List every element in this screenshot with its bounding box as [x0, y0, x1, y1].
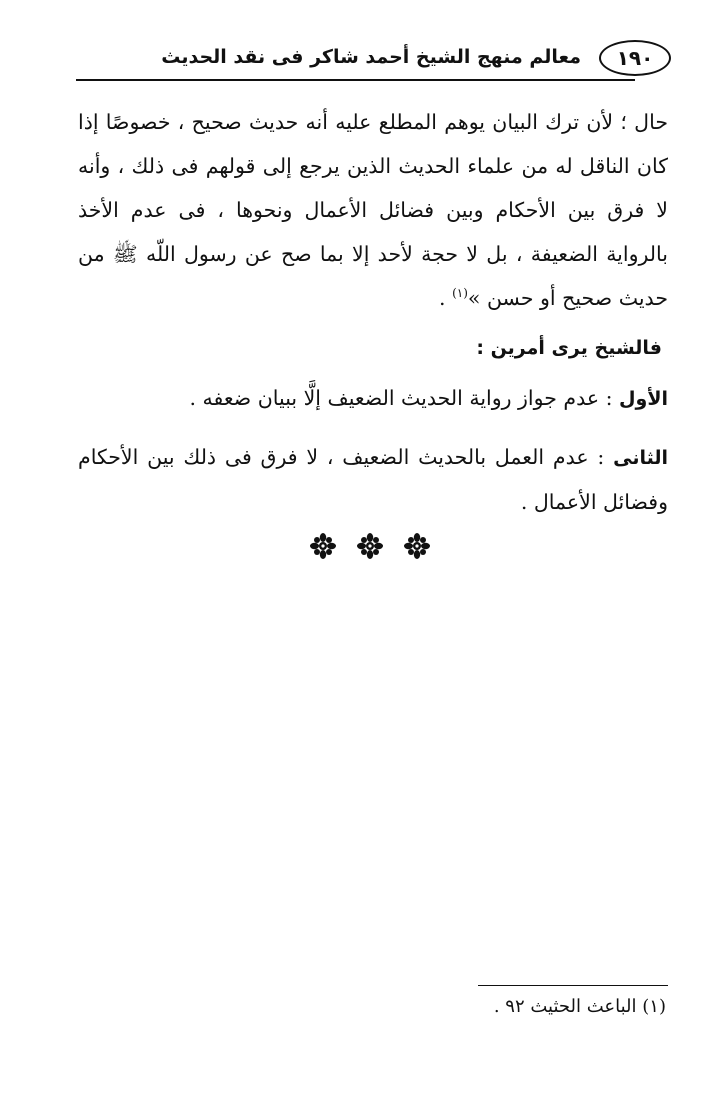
- item-first-lead: الأول: [619, 388, 668, 410]
- running-title: معالم منهج الشيخ أحمد شاكر فى نقد الحديث: [161, 46, 581, 68]
- item-first-text: : عدم جواز رواية الحديث الضعيف إلَّا ببيان ضعفه .: [189, 386, 620, 410]
- main-text: [78, 100, 668, 524]
- section-divider-ornaments: [310, 533, 430, 563]
- paragraph-1: [78, 100, 668, 320]
- section-heading: فالشيخ يرى أمرين :: [476, 337, 662, 359]
- item-second: [78, 435, 668, 524]
- paragraph-1-end: .: [439, 286, 453, 310]
- paragraph-1-text: حال ؛ لأن ترك البيان يوهم المطلع عليه أنه حديث صحيح ، خصوصًا إذا كان الناقل له من علماء الحديث الذين يرجع إلى قولهم فى ذلك ، وأنه لا فرق بين الأحكام وبين فضائل الأعمال ونحوها ، فى عدم الأخذ بالرواية الضعيفة ، بل لا حجة لأحد إلا بما صح عن رسول اللّه ﷺ من حديث صحيح أو حسن »: [78, 110, 668, 310]
- item-second-lead: الثانى: [613, 447, 668, 469]
- flower-ornament-icon: [404, 533, 430, 559]
- flower-ornament-icon: [310, 533, 336, 559]
- page-number: ١٩٠: [599, 40, 671, 76]
- footnote: (١) الباعث الحثيث ٩٢ .: [493, 996, 666, 1017]
- footnote-reference: (١): [452, 286, 468, 301]
- flower-ornament-icon: [357, 533, 383, 559]
- item-first: [78, 376, 668, 421]
- page-header: [76, 38, 671, 86]
- header-rule: [76, 79, 635, 81]
- footnote-rule: [478, 985, 668, 986]
- item-second-text: : عدم العمل بالحديث الضعيف ، لا فرق فى ذلك بين الأحكام وفضائل الأعمال .: [78, 445, 668, 514]
